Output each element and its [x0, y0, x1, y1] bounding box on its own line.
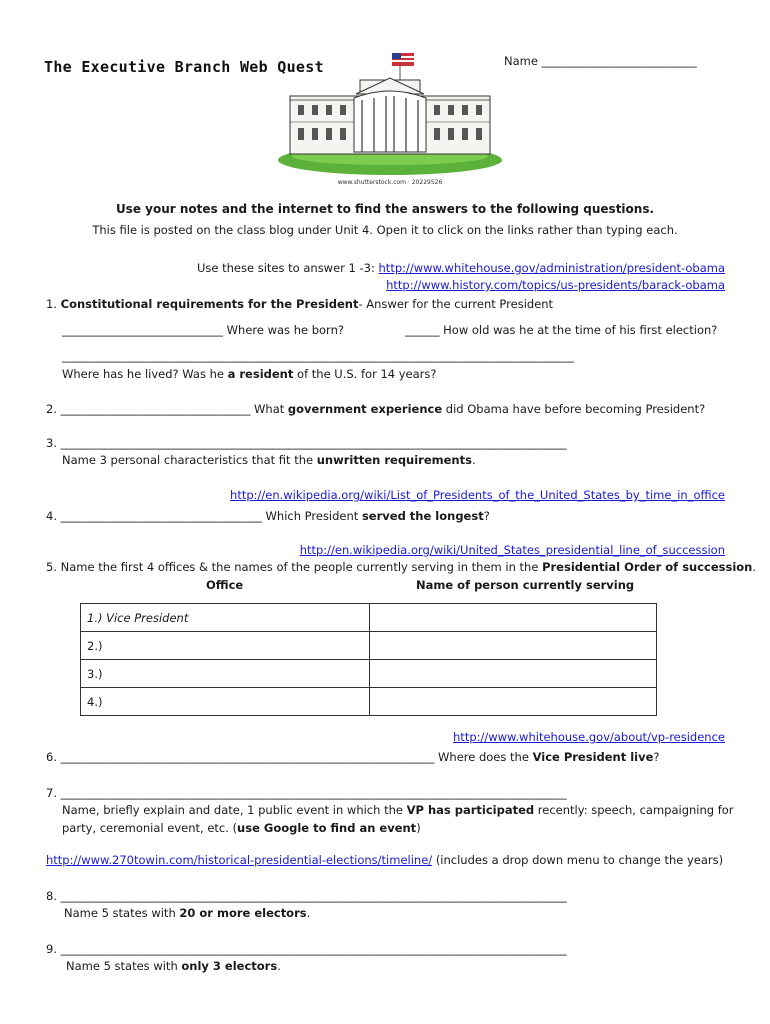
question-6[interactable] [46, 750, 660, 764]
wikipedia-presidents-link[interactable]: http://en.wikipedia.org/wiki/List_of_Presidents_of_the_United_States_by_time_in_office [230, 488, 725, 502]
office-cell [81, 632, 370, 660]
page-title: The Executive Branch Web Quest [44, 58, 324, 76]
born-answer-line[interactable]: ____________________________ Where was he born? [62, 323, 344, 337]
office-label: 4.) [87, 694, 103, 709]
question-2-end: did Obama have before becoming President? [445, 402, 706, 416]
question-7-end: recently: speech, campaigning for [537, 803, 734, 817]
question-7-text-2: party, ceremonial event, etc. ( [62, 821, 238, 835]
whitehouse-obama-link[interactable]: http://www.whitehouse.gov/administration/president-obama [378, 261, 725, 275]
office-cell [81, 604, 370, 632]
age-answer-line[interactable]: ______ How old was he at the time of his first election? [405, 323, 718, 337]
question-6-bold: Vice President live [532, 750, 654, 764]
question-5-end: . [752, 560, 757, 574]
question-8-bold: 20 or more electors [179, 906, 307, 920]
question-5-bold: Presidential Order of succession [542, 560, 753, 574]
question-9-text: Name 5 states with [66, 959, 178, 973]
name-field[interactable]: Name ___________________________ [504, 54, 697, 68]
question-2-bold: government experience [287, 402, 443, 416]
question-number: 1. [46, 297, 57, 311]
residence-answer-line[interactable]: _________________________________________________________________________________________ [62, 349, 574, 363]
question-4-end: ? [483, 509, 490, 523]
question-7-line-2 [62, 821, 421, 835]
question-7-text: Name, briefly explain and date, 1 public event in which the [62, 803, 403, 817]
office-cell [81, 660, 370, 688]
question-3-text: Name 3 personal characteristics that fit the [62, 453, 314, 467]
question-7 [62, 803, 734, 817]
question-1-rest: - Answer for the current President [358, 297, 554, 311]
person-cell[interactable] [370, 688, 657, 716]
white-house-image [272, 48, 508, 188]
elections-line [46, 853, 723, 867]
question-1 [46, 297, 553, 311]
person-cell[interactable] [370, 632, 657, 660]
question-5-text: 5. Name the first 4 offices & the names of the people currently serving in them in the [46, 560, 539, 574]
instructions-subheading: This file is posted on the class blog under Unit 4. Open it to click on the links rather than typing each. [92, 223, 678, 237]
question-8-line[interactable]: 8. ________________________________________________________________________________________ [46, 889, 567, 903]
question-6-line: 6. _________________________________________________________________ Where does the [46, 750, 529, 764]
question-7-bold-2: use Google to find an event [237, 821, 417, 835]
sites-line-1 [197, 261, 725, 275]
question-7-end-2: ) [416, 821, 421, 835]
question-3-bold: unwritten requirements [316, 453, 472, 467]
question-4-line: 4. ___________________________________ Which President [46, 509, 359, 523]
person-cell[interactable] [370, 604, 657, 632]
table-row [81, 604, 657, 632]
table-row [81, 688, 657, 716]
question-9-bold: only 3 electors [181, 959, 278, 973]
office-label: 3.) [87, 666, 103, 681]
column-header-office: Office [206, 578, 244, 592]
question-8-text: Name 5 states with [64, 906, 176, 920]
column-header-name: Name of person currently serving [416, 578, 635, 592]
question-7-line[interactable]: 7. ________________________________________________________________________________________ [46, 786, 567, 800]
question-8-end: . [306, 906, 311, 920]
table-row [81, 660, 657, 688]
question-3 [62, 453, 476, 467]
residence-text-end: of the U.S. for 14 years? [297, 367, 437, 381]
residence-bold: a resident [227, 367, 294, 381]
question-7-bold: VP has participated [406, 803, 535, 817]
residence-question [62, 367, 437, 381]
person-cell[interactable] [370, 660, 657, 688]
question-9-line[interactable]: 9. ________________________________________________________________________________________ [46, 942, 567, 956]
question-6-end: ? [653, 750, 660, 764]
residence-text: Where has he lived? Was he [62, 367, 224, 381]
question-3-end: . [471, 453, 476, 467]
question-9-end: . [277, 959, 281, 973]
succession-table [80, 603, 657, 716]
question-9 [66, 959, 281, 973]
office-label: 1.) Vice President [87, 610, 189, 625]
office-label: 2.) [87, 638, 103, 653]
image-caption: www.shutterstock.com · 20229526 [337, 179, 443, 186]
question-2-line: 2. _________________________________ What [46, 402, 285, 416]
question-8 [64, 906, 310, 920]
table-row [81, 632, 657, 660]
question-4[interactable] [46, 509, 490, 523]
270towin-link[interactable]: http://www.270towin.com/historical-presidential-elections/timeline/ [46, 853, 433, 867]
elections-note: (includes a drop down menu to change the years) [435, 853, 724, 867]
office-cell [81, 688, 370, 716]
question-5 [46, 560, 756, 574]
question-2[interactable] [46, 402, 705, 416]
vp-residence-link[interactable]: http://www.whitehouse.gov/about/vp-residence [453, 730, 725, 744]
instructions-heading: Use your notes and the internet to find the answers to the following questions. [115, 202, 655, 216]
question-1-topic: Constitutional requirements for the President [60, 297, 359, 311]
sites-label: Use these sites to answer 1 -3: [197, 261, 375, 275]
question-3-line[interactable]: 3. ________________________________________________________________________________________ [46, 436, 567, 450]
wikipedia-succession-link[interactable]: http://en.wikipedia.org/wiki/United_States_presidential_line_of_succession [299, 543, 725, 557]
question-4-bold: served the longest [361, 509, 484, 523]
history-obama-link[interactable]: http://www.history.com/topics/us-presidents/barack-obama [386, 278, 725, 292]
